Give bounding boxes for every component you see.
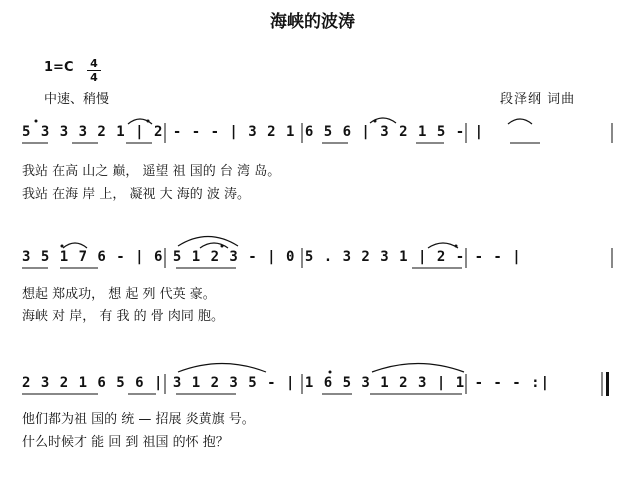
notation-line-2: 3 5 1 7 6 - | 6 5 1 2 3 - | 0 5 . 3 2 3 1 | 2 - - - |	[22, 249, 522, 265]
song-title: 海峡的波涛	[270, 12, 355, 32]
meter-top: 4	[90, 57, 98, 70]
lyrics-line-3-verse-2: 什么时候才 能 回 到 祖国 的怀 抱？	[22, 435, 229, 450]
composer-credit: 段泽纲 词曲	[500, 92, 576, 107]
lyrics-line-1-verse-1: 我站 在高 山之 巅， 遥望 祖 国的 台 湾 岛。	[22, 164, 281, 179]
lyrics-line-3-verse-1: 他们都为祖 国的 统 — 招展 炎黄旗 号。	[22, 412, 255, 427]
notation-line-3: 2 3 2 1 6 5 6 | 3 1 2 3 5 - | 1 6 5 3 1 2 3 | 1 - - - :|	[22, 375, 551, 391]
key-signature: 1=C	[44, 60, 74, 75]
notation-line-1: 5 3 3 3 2 1 | 2 - - - | 3 2 1 6 5 6 | 3 2 1 5 - |	[22, 124, 485, 140]
lyrics-line-2-verse-2: 海峡 对 岸， 有 我 的 骨 肉同 胞。	[22, 309, 225, 324]
meter-bottom: 4	[90, 71, 98, 84]
lyrics-line-2-verse-1: 想起 郑成功， 想 起 列 代英 豪。	[22, 287, 216, 302]
lyrics-line-1-verse-2: 我站 在海 岸 上， 凝视 大 海的 波 涛。	[22, 187, 251, 202]
tempo-marking: 中速、稍慢	[44, 92, 110, 107]
